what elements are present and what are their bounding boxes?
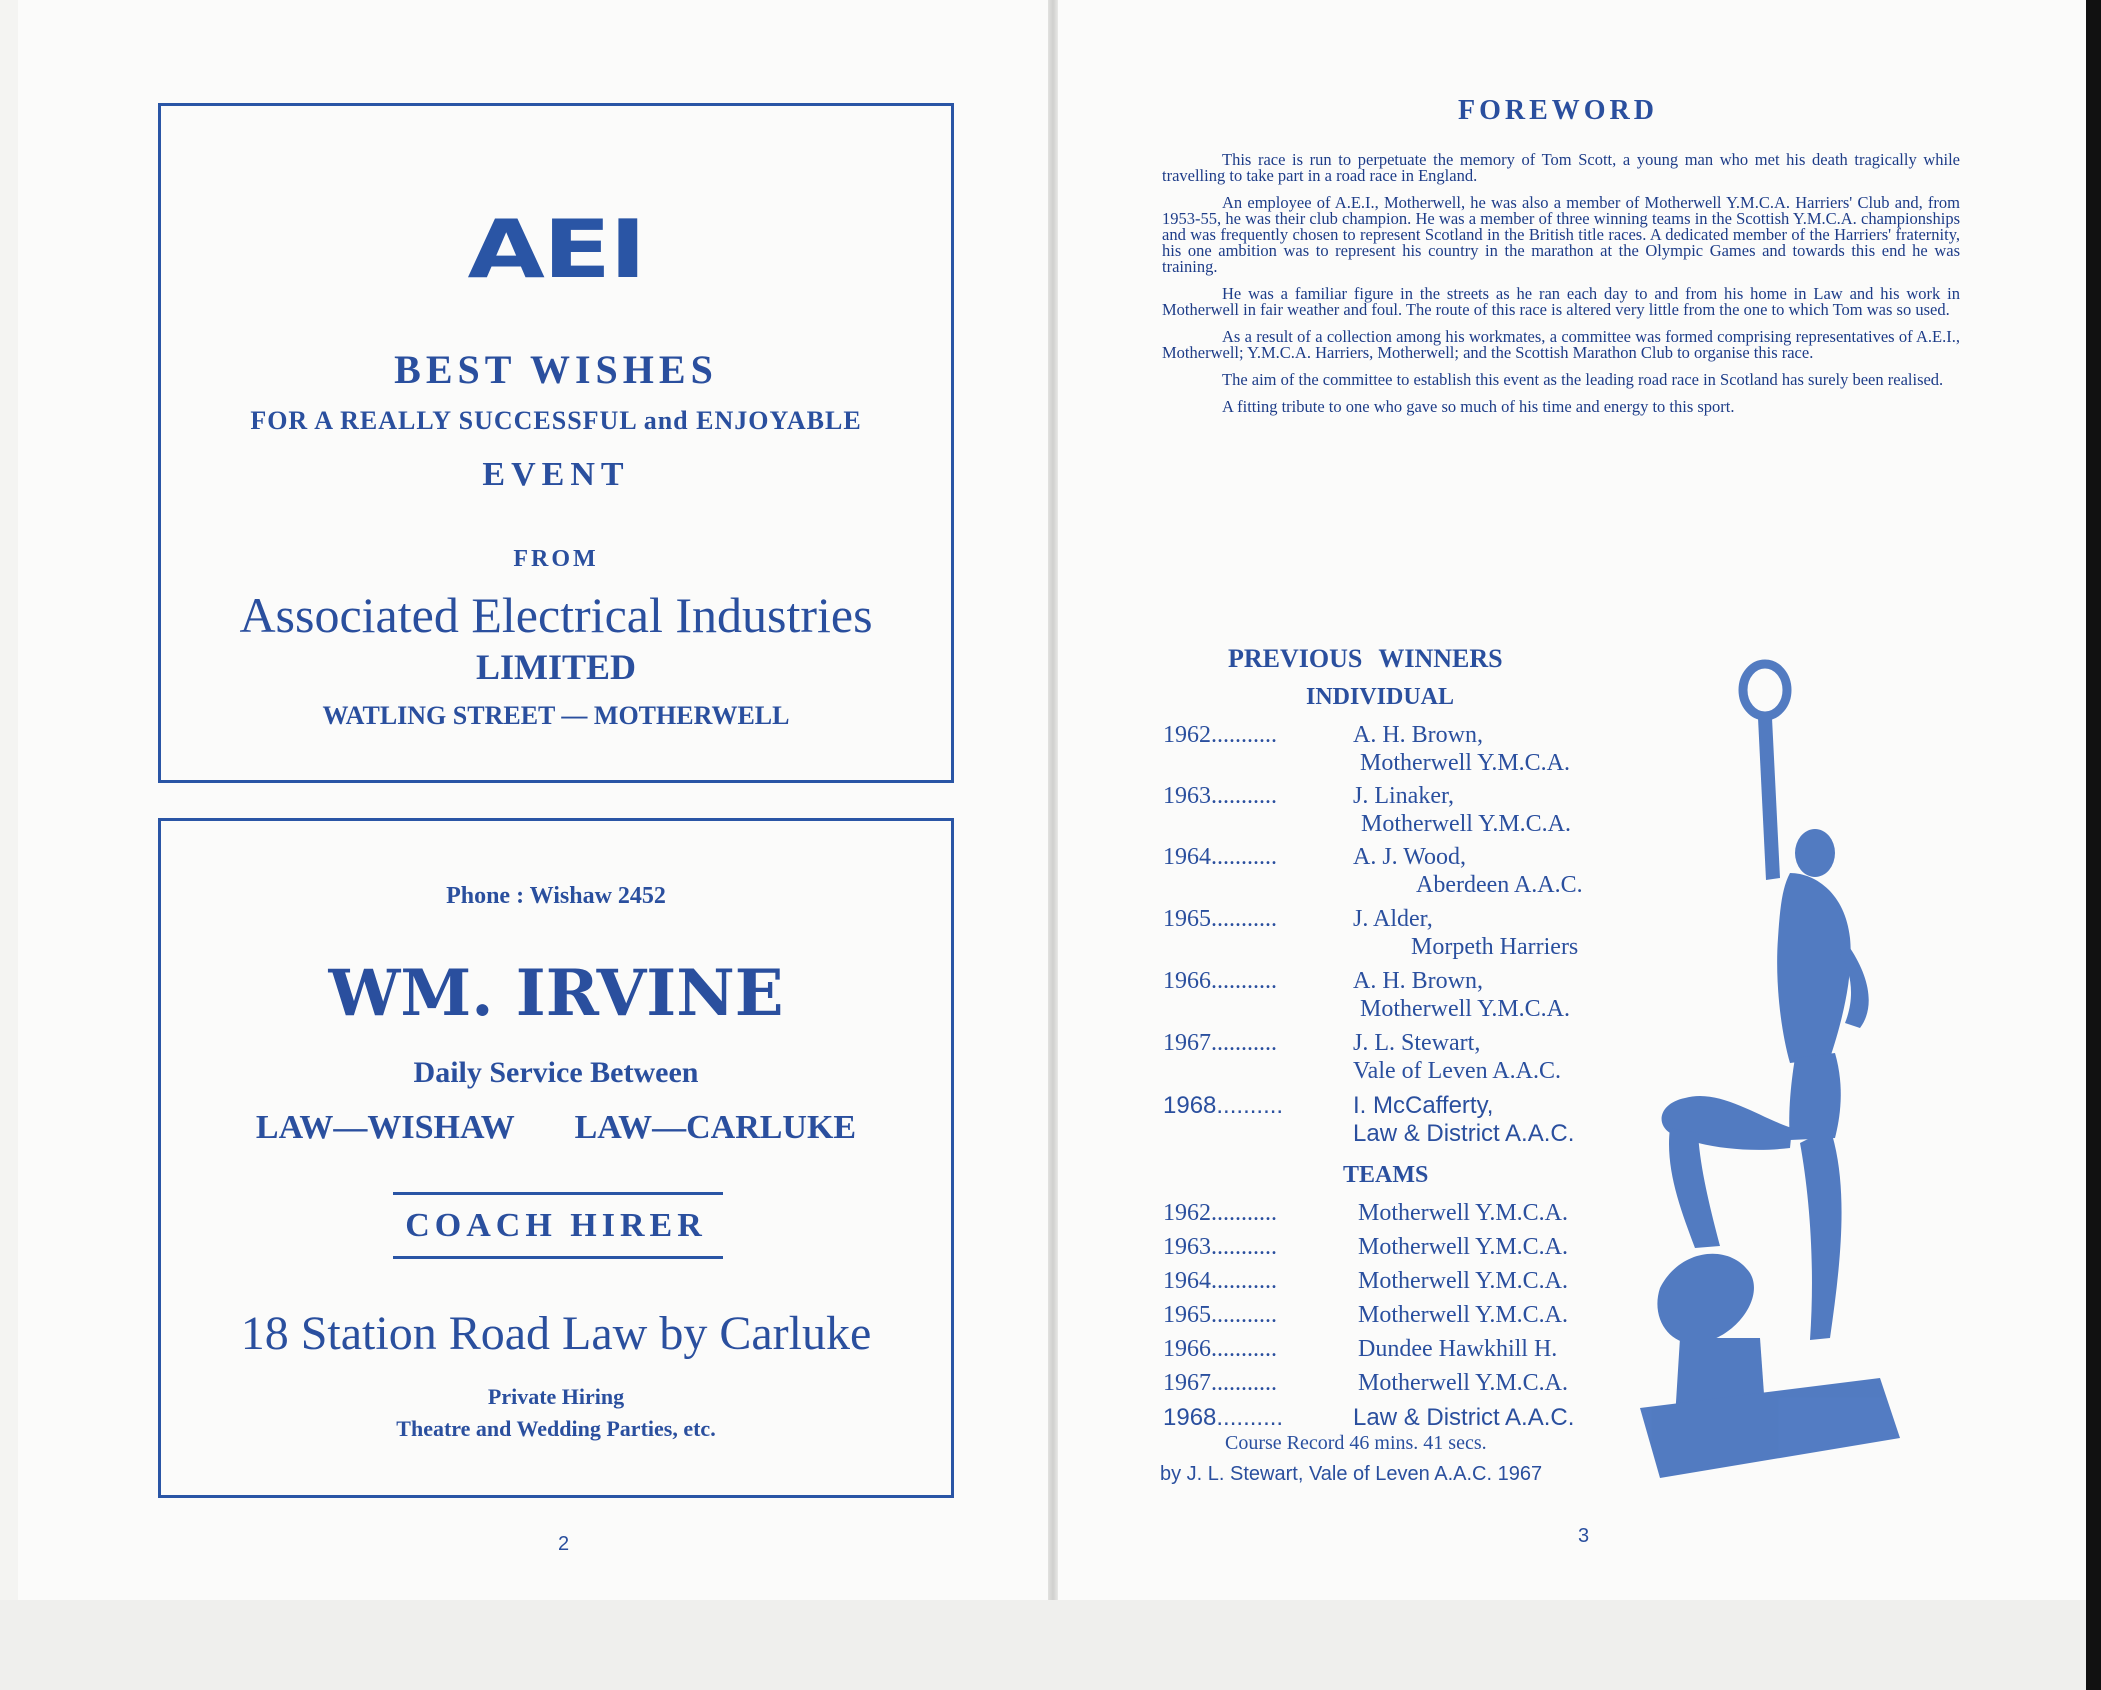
winner-club: Law & District A.A.C. (1353, 1120, 1575, 1147)
team-name: Motherwell Y.M.C.A. (1358, 1370, 1568, 1396)
winner-year: 1963........... (1163, 783, 1277, 809)
team-year: 1967........... (1163, 1370, 1277, 1396)
phone-number: Phone : Wishaw 2452 (446, 883, 666, 909)
team-name: Motherwell Y.M.C.A. (1358, 1234, 1568, 1260)
winner-row (1163, 968, 1643, 1028)
team-year: 1962........... (1163, 1200, 1277, 1226)
winner-year: 1967........... (1163, 1030, 1277, 1056)
routes-line (161, 1109, 951, 1147)
company-address: WATLING STREET — MOTHERWELL (322, 701, 790, 730)
team-name: Law & District A.A.C. (1353, 1404, 1575, 1431)
winner-year: 1965........... (1163, 906, 1277, 932)
team-year: 1968.......... (1163, 1404, 1284, 1431)
team-year: 1963........... (1163, 1234, 1277, 1260)
individual-heading: INDIVIDUAL (1306, 684, 1455, 710)
winner-club: Motherwell Y.M.C.A. (1360, 996, 1570, 1022)
team-name: Motherwell Y.M.C.A. (1358, 1268, 1568, 1294)
winner-name: J. L. Stewart, (1353, 1030, 1481, 1056)
team-row (1163, 1336, 1643, 1366)
team-row (1163, 1268, 1643, 1298)
aei-logo: AEI (467, 202, 645, 297)
team-year: 1965........... (1163, 1302, 1277, 1328)
winner-name: A. H. Brown, (1353, 722, 1483, 748)
course-record: Course Record 46 mins. 41 secs. (1225, 1432, 1487, 1454)
winner-name: A. H. Brown, (1353, 968, 1483, 994)
team-row (1163, 1234, 1643, 1264)
winner-row (1163, 783, 1643, 843)
winner-name: A. J. Wood, (1353, 844, 1466, 870)
winner-club: Aberdeen A.A.C. (1416, 872, 1583, 898)
foreword-paragraph: As a result of a collection among his workmates, a committee was formed comprising representatives of A.E.I., Motherwell; Y.M.C.A. Harriers, Motherwell; and the Scottish Marathon Club to organise this race. (1162, 327, 1960, 362)
irvine-advertisement (158, 818, 954, 1498)
page-number-right: 3 (1578, 1525, 1590, 1547)
foreword-title: FOREWORD (1458, 95, 1658, 126)
winner-year: 1962........... (1163, 722, 1277, 748)
team-row (1163, 1302, 1643, 1332)
wishes-line: FOR A REALLY SUCCESSFUL and ENJOYABLE (250, 406, 862, 435)
route-law-wishaw: LAW—WISHAW (255, 1109, 515, 1146)
winner-club: Morpeth Harriers (1411, 934, 1579, 960)
company-limited: LIMITED (475, 647, 637, 687)
private-hiring: Private Hiring (487, 1384, 625, 1409)
from-word: FROM (513, 546, 599, 572)
page-number-left: 2 (558, 1533, 570, 1555)
winner-name: I. McCafferty, (1353, 1092, 1494, 1119)
winner-club: Motherwell Y.M.C.A. (1360, 750, 1570, 776)
foreword-paragraph: The aim of the committee to establish this event as the leading road race in Scotland has surely been realised. (1222, 370, 1944, 389)
winner-club: Motherwell Y.M.C.A. (1361, 811, 1571, 837)
record-holder: by J. L. Stewart, Vale of Leven A.A.C. 1967 (1160, 1463, 1543, 1485)
aei-advertisement (158, 103, 954, 783)
foreword-paragraph: He was a familiar figure in the streets as he ran each day to and from his home in Law and his work in Motherwell in fair weather and foul. The route of this race is altered very little from the one to which Tom was so used. (1162, 284, 1960, 319)
foreword-paragraph: A fitting tribute to one who gave so much of his time and energy to this sport. (1222, 397, 1735, 416)
team-year: 1966........... (1163, 1336, 1277, 1362)
winner-year: 1966........... (1163, 968, 1277, 994)
winner-row (1163, 1030, 1643, 1090)
athlete-statue-illustration (1640, 648, 1970, 1488)
team-name: Motherwell Y.M.C.A. (1358, 1200, 1568, 1226)
route-law-carluke: LAW—CARLUKE (574, 1109, 857, 1146)
event-word: EVENT (482, 456, 630, 493)
team-row (1163, 1370, 1643, 1400)
daily-service-line: Daily Service Between (413, 1056, 699, 1089)
team-year: 1964........... (1163, 1268, 1277, 1294)
winner-year: 1968.......... (1163, 1092, 1284, 1119)
team-name: Motherwell Y.M.C.A. (1358, 1302, 1568, 1328)
divider-bottom (393, 1256, 723, 1259)
business-address: 18 Station Road Law by Carluke (240, 1307, 872, 1360)
foreword-text (1162, 152, 1960, 426)
winner-row (1163, 906, 1643, 966)
winner-year: 1964........... (1163, 844, 1277, 870)
best-wishes-heading: BEST WISHES (394, 347, 718, 392)
winner-club: Vale of Leven A.A.C. (1353, 1058, 1561, 1084)
book-spine (1048, 0, 1058, 1600)
team-name: Dundee Hawkhill H. (1358, 1336, 1558, 1362)
scan-background (0, 1600, 2086, 1690)
business-name: WM. IRVINE (328, 956, 784, 1031)
team-row (1163, 1200, 1643, 1230)
winner-name: J. Linaker, (1353, 783, 1455, 809)
coach-hirer: COACH HIRER (405, 1207, 707, 1244)
scan-edge (2086, 0, 2101, 1690)
winner-row (1163, 1092, 1643, 1152)
previous-winners-title: PREVIOUS WINNERS (1228, 644, 1503, 673)
divider-top (393, 1192, 723, 1195)
winner-name: J. Alder, (1353, 906, 1433, 932)
teams-heading: TEAMS (1343, 1162, 1429, 1188)
team-row (1163, 1404, 1643, 1434)
hire-types: Theatre and Wedding Parties, etc. (396, 1416, 716, 1441)
foreword-paragraph: This race is run to perpetuate the memory of Tom Scott, a young man who met his death tragically while travelling to take part in a road race in England. (1162, 150, 1960, 185)
winner-row (1163, 722, 1643, 782)
foreword-paragraph: An employee of A.E.I., Motherwell, he was also a member of Motherwell Y.M.C.A. Harriers' Club and, from 1953-55, he was their club champion. He was a member of three winning teams in the Scottish Y.M.C.A. championships and was frequently chosen to represent Scotland in the British title races. A dedicated member of the Harriers' fraternity, his one ambition was to represent his country in the marathon at the Olympic Games and towards this end he was training. (1162, 193, 1960, 276)
winner-row (1163, 844, 1643, 904)
company-name: Associated Electrical Industries (239, 587, 873, 643)
